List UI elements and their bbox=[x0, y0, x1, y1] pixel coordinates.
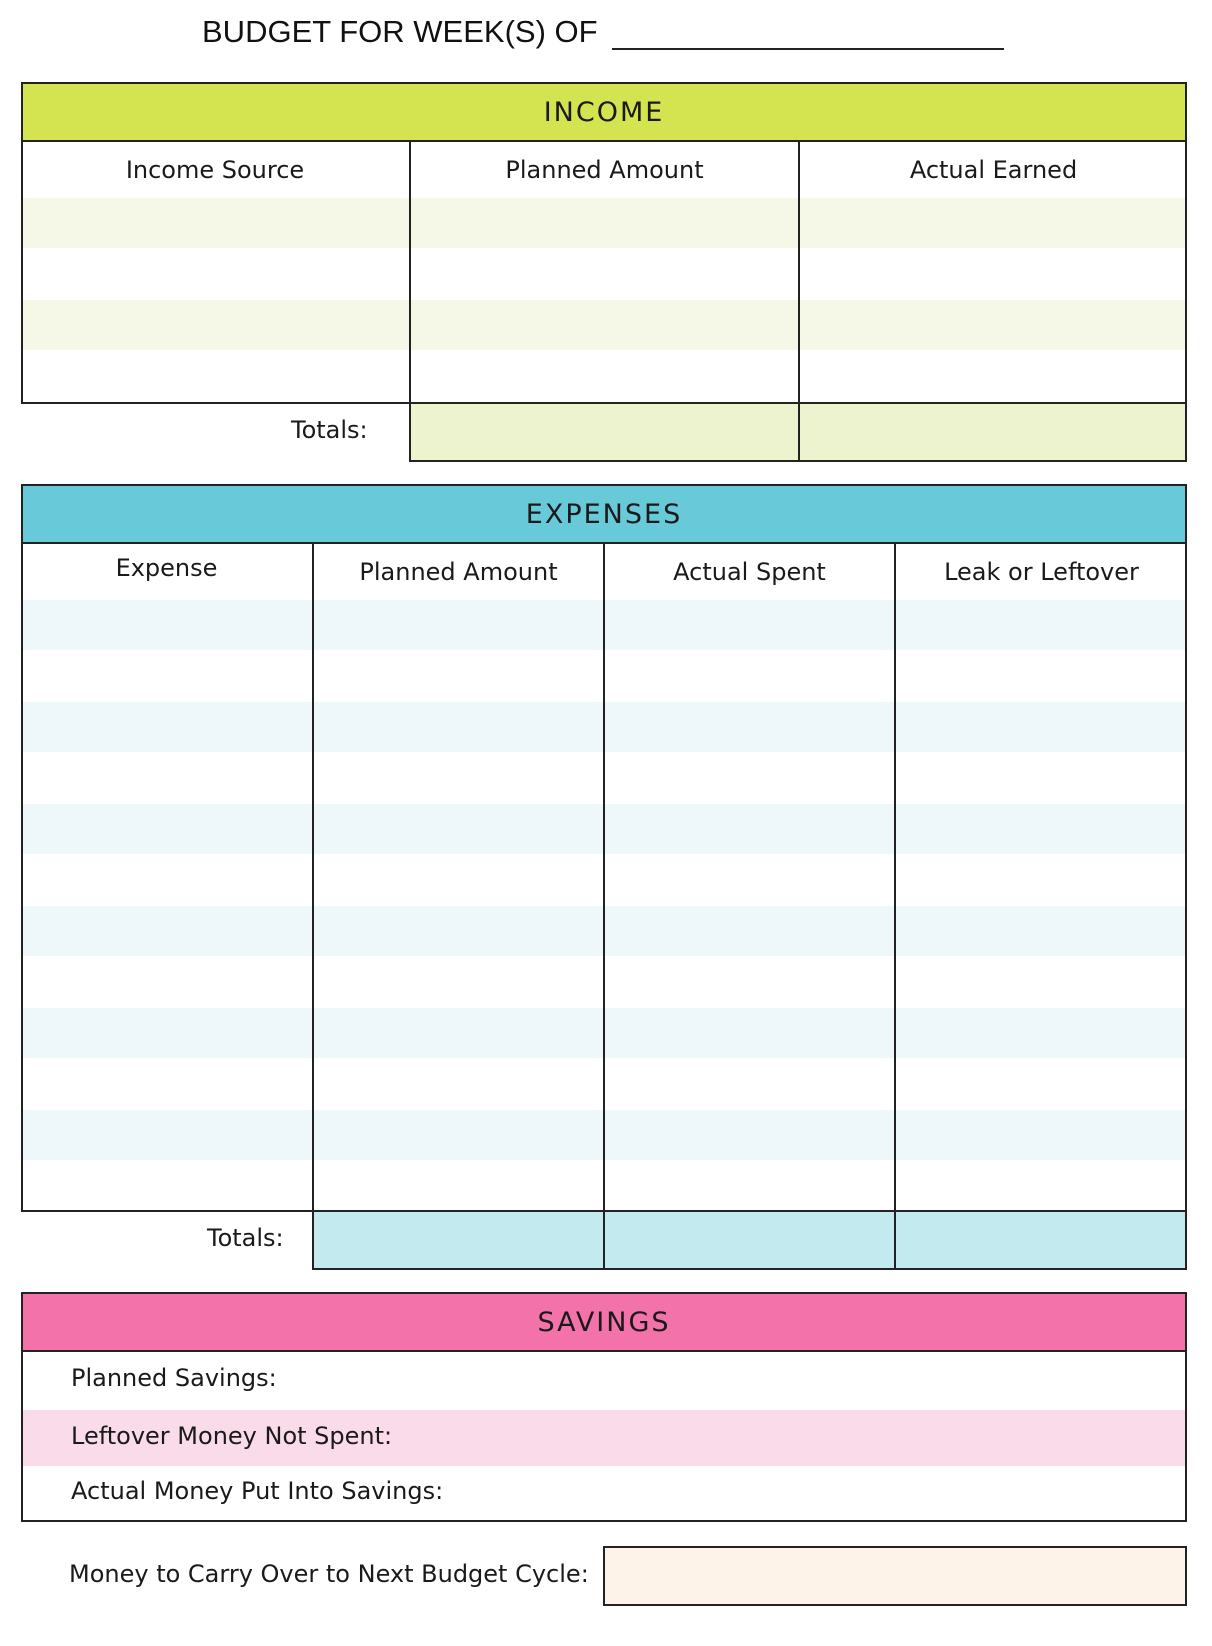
income-col-source: Income Source bbox=[125, 156, 305, 184]
income-col-planned: Planned Amount bbox=[505, 156, 704, 184]
page-title: BUDGET FOR WEEK(S) OF bbox=[202, 14, 598, 49]
actual-savings-label: Actual Money Put Into Savings: bbox=[71, 1477, 444, 1505]
expenses-title: EXPENSES bbox=[525, 498, 683, 530]
carry-over-label: Money to Carry Over to Next Budget Cycle: bbox=[69, 1560, 589, 1588]
expense-totals-label: Totals: bbox=[207, 1224, 284, 1252]
planned-savings-label: Planned Savings: bbox=[71, 1364, 277, 1392]
expenses-header-band bbox=[21, 484, 1187, 544]
income-title: INCOME bbox=[543, 96, 665, 128]
income-section bbox=[21, 82, 1187, 462]
column-divider bbox=[312, 542, 314, 1270]
expense-col-expense: Expense bbox=[115, 554, 218, 582]
expenses-section bbox=[21, 484, 1187, 1270]
income-totals-label: Totals: bbox=[291, 416, 368, 444]
column-divider bbox=[603, 542, 605, 1270]
savings-header-band bbox=[21, 1292, 1187, 1352]
carry-over-field[interactable] bbox=[603, 1546, 1187, 1606]
expense-col-leak: Leak or Leftover bbox=[944, 558, 1139, 586]
income-header-band bbox=[21, 82, 1187, 142]
savings-title: SAVINGS bbox=[537, 1306, 671, 1338]
income-col-actual: Actual Earned bbox=[909, 156, 1078, 184]
week-date-blank[interactable] bbox=[612, 48, 1004, 50]
leftover-money-label: Leftover Money Not Spent: bbox=[71, 1422, 393, 1450]
savings-section bbox=[21, 1292, 1187, 1522]
expense-col-actual: Actual Spent bbox=[673, 558, 826, 586]
expense-totals-cells[interactable] bbox=[312, 1210, 1187, 1270]
column-divider bbox=[894, 542, 896, 1270]
expense-col-planned: Planned Amount bbox=[359, 558, 558, 586]
